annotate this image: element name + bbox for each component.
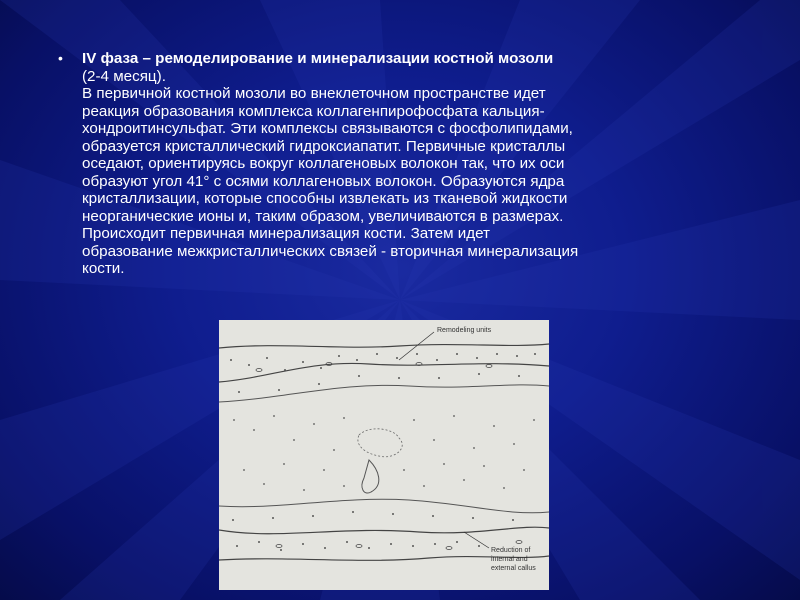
text-line: реакция образования комплекса коллагенпирофосфата кальция- (82, 102, 545, 120)
text-line: образуют угол 41° с осями коллагеновых волокон. Образуются ядра (82, 172, 565, 190)
text-line: кристаллизации, которые способны извлекать из тканевой жидкости (82, 190, 568, 207)
slide-heading: IV фаза – ремоделирование и минерализации костной мозоли (82, 50, 554, 67)
text-line: В первичной костной мозоли во внеклеточном пространстве идет (82, 85, 546, 102)
label-reduction-line-1: Reduction of (491, 547, 531, 554)
label-remodeling-units: Remodeling units (437, 327, 492, 334)
text-line: образование межкристаллических связей - вторичная минерализация (82, 242, 579, 260)
bone-callus-illustration (219, 320, 549, 590)
illustration-svg (219, 320, 549, 590)
slide-content (58, 50, 748, 278)
text-line: хондроитинсульфат. Эти комплексы связываются с фосфолипидами, (82, 120, 573, 137)
bullet-text (82, 50, 578, 278)
bullet-item (58, 50, 748, 278)
text-line: Происходит первичная минерализация кости. Затем идет (82, 225, 490, 242)
label-reduction-line-2: internal and (491, 556, 528, 563)
text-line: неорганические ионы и, таким образом, увеличиваются в размерах. (82, 207, 564, 225)
bullet-marker: • (58, 50, 63, 66)
label-reduction-line-3: external callus (491, 565, 536, 572)
text-line: (2-4 месяц). (82, 67, 166, 85)
text-line: образуется кристаллический гидроксиапатит. Первичные кристаллы (82, 137, 566, 155)
text-line: кости. (82, 260, 125, 277)
text-line: оседают, ориентируясь вокруг коллагеновых волокон так, что их оси (82, 155, 565, 172)
